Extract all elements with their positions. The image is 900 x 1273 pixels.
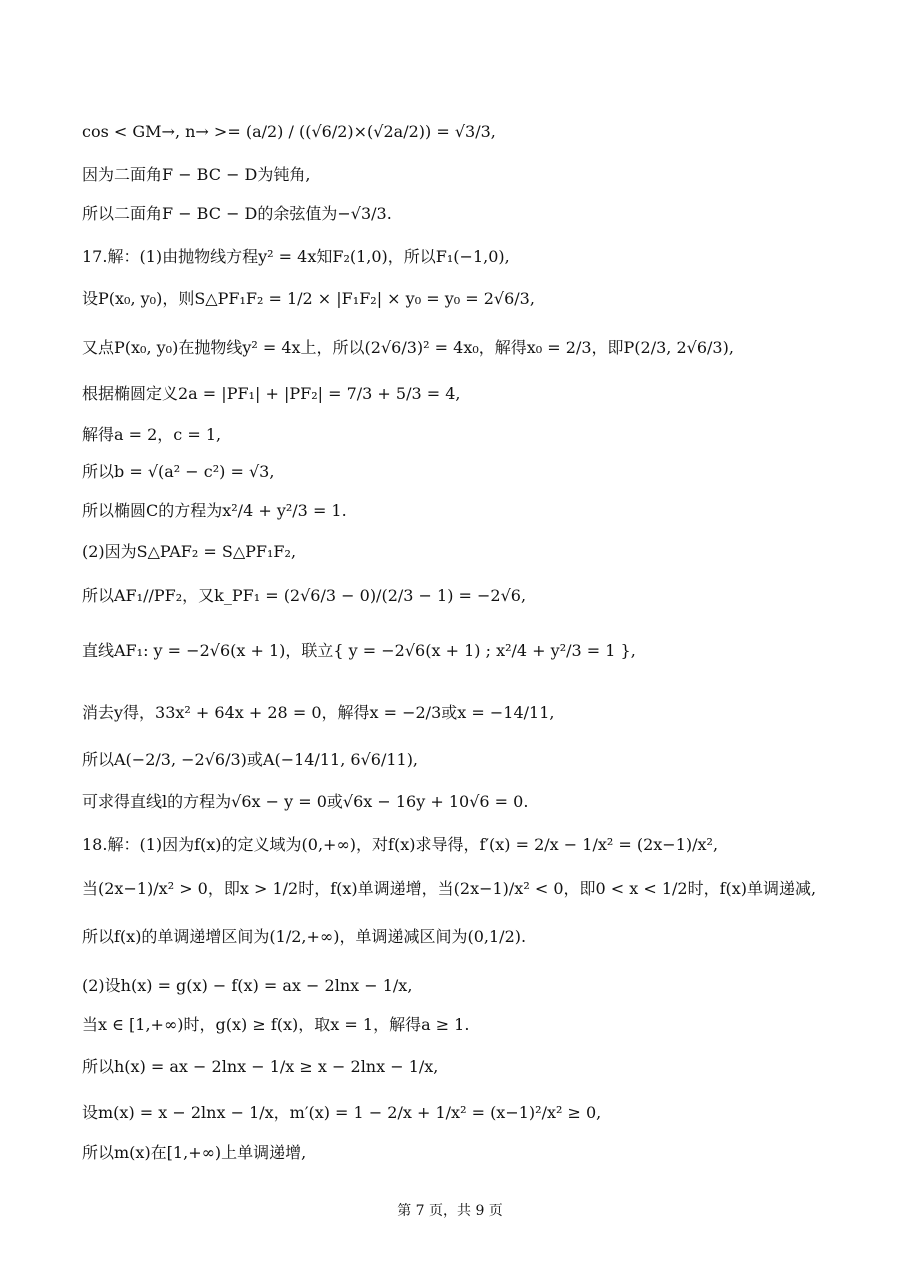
text-line: 所以h(x) = ax − 2lnx − 1/x ≥ x − 2lnx − 1/x, bbox=[82, 1057, 439, 1076]
page-number-footer: 第 7 页，共 9 页 bbox=[397, 1203, 503, 1219]
text-line: 根据椭圆定义2a = |PF₁| + |PF₂| = 7/3 + 5/3 = 4, bbox=[82, 384, 461, 403]
text-line: 当x ∈ [1,+∞)时，g(x) ≥ f(x)，取x = 1，解得a ≥ 1. bbox=[82, 1015, 470, 1034]
text-line: (2)设h(x) = g(x) − f(x) = ax − 2lnx − 1/x, bbox=[82, 976, 413, 995]
text-line: 18.解：(1)因为f(x)的定义域为(0,+∞)，对f(x)求导得，f′(x) = 2/x − 1/x² = (2x−1)/x², bbox=[82, 835, 719, 854]
text-line: 设m(x) = x − 2lnx − 1/x，m′(x) = 1 − 2/x + 1/x² = (x−1)²/x² ≥ 0, bbox=[82, 1103, 602, 1122]
text-line: (2)因为S△PAF₂ = S△PF₁F₂, bbox=[82, 542, 297, 561]
text-line: 当(2x−1)/x² > 0，即x > 1/2时，f(x)单调递增，当(2x−1)/x² < 0，即0 < x < 1/2时，f(x)单调递减, bbox=[82, 879, 817, 898]
text-line: 所以f(x)的单调递增区间为(1/2,+∞)，单调递减区间为(0,1/2). bbox=[82, 927, 527, 946]
text-line: 可求得直线l的方程为√6x − y = 0或√6x − 16y + 10√6 = 0. bbox=[82, 792, 529, 811]
text-line: 直线AF₁: y = −2√6(x + 1)，联立{ y = −2√6(x + 1) ; x²/4 + y²/3 = 1 }, bbox=[82, 641, 636, 660]
text-line: 所以AF₁//PF₂，又k_PF₁ = (2√6/3 − 0)/(2/3 − 1) = −2√6, bbox=[82, 586, 527, 605]
text-line: 所以椭圆C的方程为x²/4 + y²/3 = 1. bbox=[82, 501, 347, 520]
text-line: 解得a = 2，c = 1, bbox=[82, 425, 222, 444]
text-line: 所以b = √(a² − c²) = √3, bbox=[82, 462, 275, 481]
text-line: 因为二面角F − BC − D为钝角, bbox=[82, 165, 311, 184]
text-line: 所以A(−2/3, −2√6/3)或A(−14/11, 6√6/11), bbox=[82, 750, 419, 769]
text-line: 设P(x₀, y₀)，则S△PF₁F₂ = 1/2 × |F₁F₂| × y₀ = y₀ = 2√6/3, bbox=[82, 289, 535, 308]
text-line: 17.解：(1)由抛物线方程y² = 4x知F₂(1,0)，所以F₁(−1,0), bbox=[82, 247, 510, 266]
text-line: 又点P(x₀, y₀)在抛物线y² = 4x上，所以(2√6/3)² = 4x₀，解得x₀ = 2/3，即P(2/3, 2√6/3), bbox=[82, 338, 734, 357]
text-line: 所以二面角F − BC − D的余弦值为−√3/3. bbox=[82, 204, 392, 223]
text-line: 所以m(x)在[1,+∞)上单调递增, bbox=[82, 1143, 307, 1162]
text-line: 消去y得，33x² + 64x + 28 = 0，解得x = −2/3或x = −14/11, bbox=[82, 703, 555, 722]
text-line: cos < GM→, n→ >= (a/2) / ((√6/2)×(√2a/2)) = √3/3, bbox=[82, 122, 496, 141]
